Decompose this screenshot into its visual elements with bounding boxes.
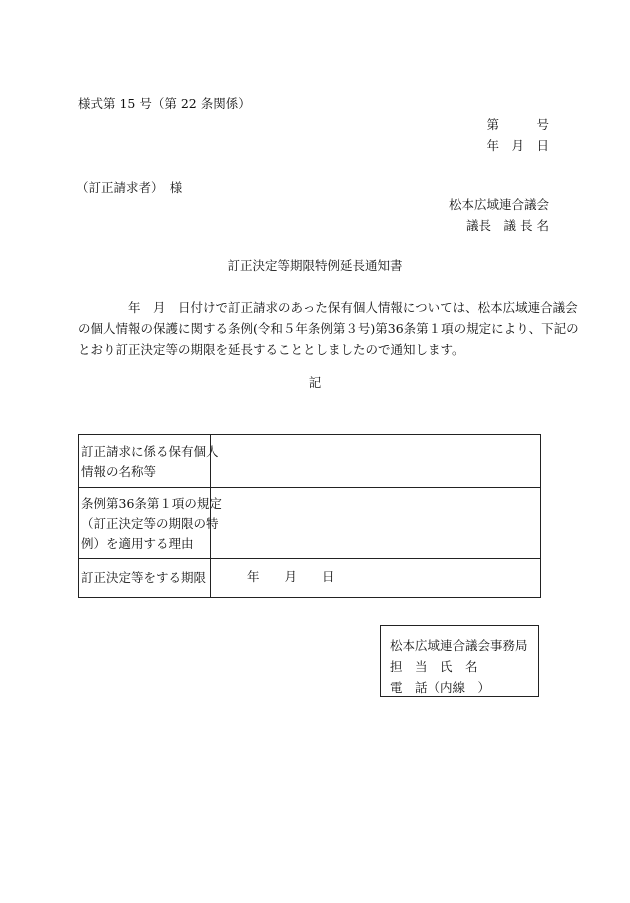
- ki-heading: 記: [308, 375, 322, 390]
- contact-phone: 電 話（内線 ）: [390, 680, 491, 695]
- body-line: の個人情報の保護に関する条例(令和５年条例第３号)第36条第１項の規定により、下記の: [78, 321, 579, 336]
- label-line: 条例第36条第１項の規定: [81, 496, 222, 511]
- form-label: 様式第 15 号（第 22 条関係）: [78, 96, 251, 111]
- label-line: 情報の名称等: [81, 464, 157, 479]
- label-line: （訂正決定等の期限の特: [81, 516, 219, 531]
- label-line: 訂正決定等をする期限: [81, 570, 207, 585]
- table-label-cell: [79, 559, 211, 598]
- table-label-cell: [79, 435, 219, 487]
- table-row: [79, 559, 540, 598]
- contact-person: 担 当 氏 名: [390, 659, 478, 674]
- details-table: [78, 434, 541, 598]
- document-title: 訂正決定等期限特例延長通知書: [227, 258, 403, 273]
- table-row: [79, 435, 540, 488]
- label-line: 例）を適用する理由: [81, 536, 194, 551]
- document-date: 年 月 日: [486, 138, 549, 153]
- table-value-cell: [211, 435, 540, 487]
- recipient: （訂正請求者） 様: [76, 180, 183, 195]
- body-line: とおり訂正決定等の期限を延長することとしましたので通知します。: [78, 342, 465, 357]
- document-number: 第 号: [486, 117, 549, 132]
- table-label-cell: [79, 488, 222, 558]
- contact-box: [380, 625, 539, 697]
- contact-office: 松本広域連合議会事務局: [390, 638, 528, 653]
- issuer-organization: 松本広域連合議会: [448, 197, 549, 212]
- label-line: 訂正請求に係る保有個人: [81, 444, 219, 459]
- body-line: 年 月 日付けで訂正請求のあった保有個人情報については、松本広域連合議会: [78, 300, 578, 315]
- table-value-cell: [211, 488, 540, 558]
- table-row: [79, 488, 540, 559]
- deadline-value: 年 月 日: [247, 569, 335, 584]
- body-paragraph: [78, 297, 579, 360]
- issuer-title: 議長 議 長 名: [466, 218, 549, 233]
